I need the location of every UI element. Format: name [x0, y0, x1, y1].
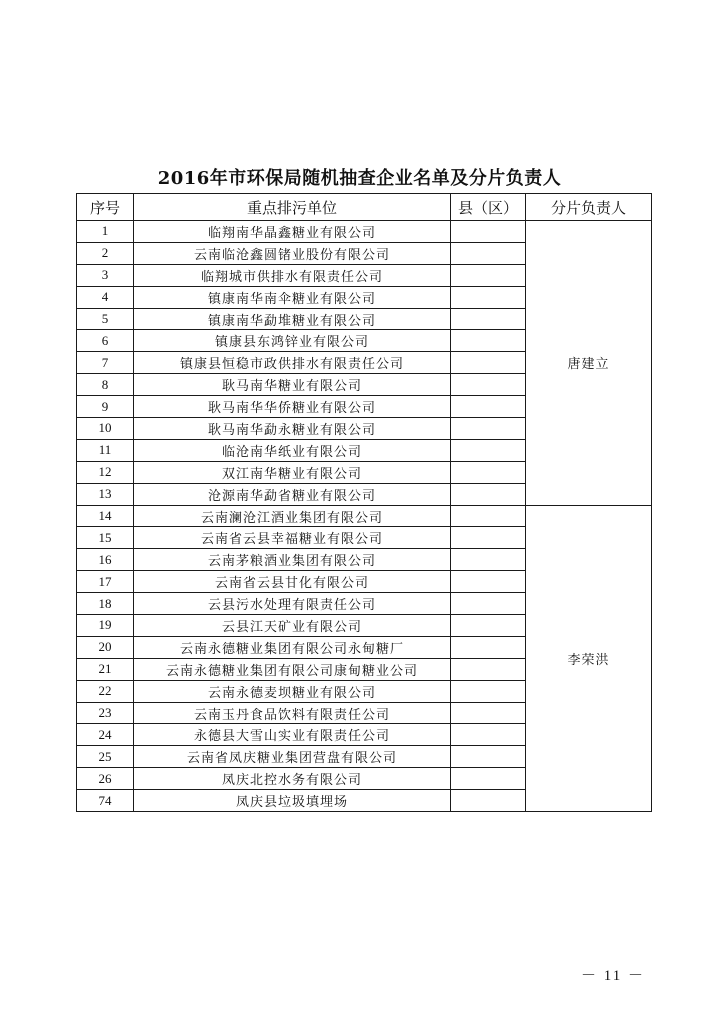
row-unit-name: 临翔南华晶鑫糖业有限公司 — [134, 221, 451, 243]
responsible-person: 唐建立 — [526, 221, 652, 506]
row-unit-name: 云县污水处理有限责任公司 — [134, 593, 451, 615]
row-county — [451, 439, 526, 461]
row-county — [451, 593, 526, 615]
row-seq: 19 — [77, 615, 134, 637]
row-county — [451, 615, 526, 637]
row-seq: 1 — [77, 221, 134, 243]
row-unit-name: 云南省凤庆糖业集团营盘有限公司 — [134, 746, 451, 768]
enterprise-table — [76, 193, 652, 812]
header-responsible: 分片负责人 — [526, 194, 652, 221]
row-county — [451, 571, 526, 593]
row-county — [451, 702, 526, 724]
header-unit: 重点排污单位 — [134, 194, 451, 221]
row-county — [451, 527, 526, 549]
row-seq: 12 — [77, 461, 134, 483]
row-seq: 4 — [77, 286, 134, 308]
page-title: 2016年市环保局随机抽查企业名单及分片负责人 — [157, 168, 562, 189]
row-seq: 17 — [77, 571, 134, 593]
row-county — [451, 505, 526, 527]
row-unit-name: 临沧南华纸业有限公司 — [134, 439, 451, 461]
row-unit-name: 云县江天矿业有限公司 — [134, 615, 451, 637]
row-county — [451, 461, 526, 483]
row-seq: 10 — [77, 418, 134, 440]
row-county — [451, 724, 526, 746]
table-row — [77, 221, 652, 243]
row-unit-name: 临翔城市供排水有限责任公司 — [134, 264, 451, 286]
row-seq: 3 — [77, 264, 134, 286]
table-row — [77, 505, 652, 527]
row-seq: 7 — [77, 352, 134, 374]
header-county: 县（区） — [451, 194, 526, 221]
row-unit-name: 云南澜沧江酒业集团有限公司 — [134, 505, 451, 527]
row-seq: 24 — [77, 724, 134, 746]
row-seq: 8 — [77, 374, 134, 396]
row-seq: 21 — [77, 658, 134, 680]
row-seq: 23 — [77, 702, 134, 724]
row-county — [451, 746, 526, 768]
row-county — [451, 636, 526, 658]
row-county — [451, 374, 526, 396]
row-unit-name: 云南玉丹食品饮料有限责任公司 — [134, 702, 451, 724]
row-unit-name: 镇康南华勐堆糖业有限公司 — [134, 308, 451, 330]
row-seq: 26 — [77, 768, 134, 790]
row-unit-name: 凤庆县垃圾填埋场 — [134, 790, 451, 812]
table-body — [77, 221, 652, 812]
row-unit-name: 云南永德糖业集团有限公司康甸糖业公司 — [134, 658, 451, 680]
row-seq: 9 — [77, 396, 134, 418]
row-unit-name: 双江南华糖业有限公司 — [134, 461, 451, 483]
row-seq: 18 — [77, 593, 134, 615]
row-unit-name: 云南省云县幸福糖业有限公司 — [134, 527, 451, 549]
row-unit-name: 耿马南华糖业有限公司 — [134, 374, 451, 396]
row-unit-name: 耿马南华华侨糖业有限公司 — [134, 396, 451, 418]
row-unit-name: 镇康县恒稳市政供排水有限责任公司 — [134, 352, 451, 374]
row-seq: 15 — [77, 527, 134, 549]
row-seq: 74 — [77, 790, 134, 812]
row-seq: 16 — [77, 549, 134, 571]
row-unit-name: 耿马南华勐永糖业有限公司 — [134, 418, 451, 440]
row-seq: 5 — [77, 308, 134, 330]
row-county — [451, 418, 526, 440]
row-seq: 6 — [77, 330, 134, 352]
row-unit-name: 沧源南华勐省糖业有限公司 — [134, 483, 451, 505]
row-unit-name: 云南永德麦坝糖业有限公司 — [134, 680, 451, 702]
header-seq: 序号 — [77, 194, 134, 221]
row-unit-name: 永德县大雪山实业有限责任公司 — [134, 724, 451, 746]
row-unit-name: 镇康县东鸿锌业有限公司 — [134, 330, 451, 352]
row-unit-name: 凤庆北控水务有限公司 — [134, 768, 451, 790]
row-county — [451, 242, 526, 264]
row-seq: 22 — [77, 680, 134, 702]
row-seq: 20 — [77, 636, 134, 658]
row-county — [451, 352, 526, 374]
row-county — [451, 768, 526, 790]
row-county — [451, 680, 526, 702]
row-unit-name: 云南永德糖业集团有限公司永甸糖厂 — [134, 636, 451, 658]
row-county — [451, 549, 526, 571]
row-unit-name: 镇康南华南伞糖业有限公司 — [134, 286, 451, 308]
row-county — [451, 483, 526, 505]
row-county — [451, 264, 526, 286]
row-county — [451, 330, 526, 352]
page-number: － 11 － — [581, 968, 645, 984]
row-seq: 11 — [77, 439, 134, 461]
row-county — [451, 221, 526, 243]
responsible-person: 李荣洪 — [526, 505, 652, 811]
row-county — [451, 658, 526, 680]
row-unit-name: 云南临沧鑫圆锗业股份有限公司 — [134, 242, 451, 264]
row-county — [451, 308, 526, 330]
row-county — [451, 286, 526, 308]
row-seq: 13 — [77, 483, 134, 505]
row-seq: 14 — [77, 505, 134, 527]
row-county — [451, 790, 526, 812]
row-county — [451, 396, 526, 418]
row-unit-name: 云南省云县甘化有限公司 — [134, 571, 451, 593]
row-seq: 2 — [77, 242, 134, 264]
row-seq: 25 — [77, 746, 134, 768]
row-unit-name: 云南茅粮酒业集团有限公司 — [134, 549, 451, 571]
table-header-row — [77, 194, 652, 221]
